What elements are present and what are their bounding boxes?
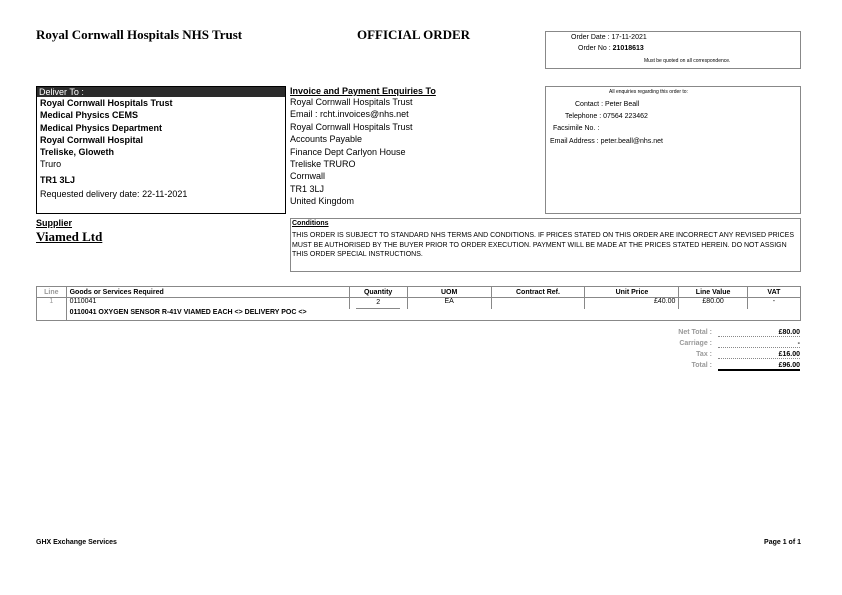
deliver-line: Medical Physics CEMS bbox=[40, 110, 139, 121]
column-header: Contract Ref. bbox=[491, 287, 585, 298]
conditions-heading: Conditions bbox=[292, 220, 329, 227]
carriage-value: - bbox=[718, 340, 800, 348]
document-title: OFFICIAL ORDER bbox=[357, 27, 471, 42]
deliver-to-heading: Deliver To : bbox=[37, 87, 285, 97]
order-date-row bbox=[571, 34, 647, 41]
invoice-section bbox=[290, 86, 545, 214]
invoice-line: Royal Cornwall Hospitals Trust bbox=[290, 97, 413, 107]
column-header: Quantity bbox=[349, 287, 407, 298]
deliver-line: Medical Physics Department bbox=[40, 122, 163, 133]
deliver-line: Royal Cornwall Hospitals Trust bbox=[40, 98, 173, 108]
item-vat: - bbox=[747, 298, 800, 310]
total-label: Total : bbox=[691, 362, 712, 369]
conditions-text: THIS ORDER IS SUBJECT TO STANDARD NHS TERMS AND CONDITIONS. IF PRICES STATED ON THIS ORDER ARE INCORRECT ANY REVISED PRICES MUST BE AUTHORISED BY THE BUYER PRIOR TO ORDER EXECUTION. PAYMENT WILL BE MADE AT THE PRICES STATED HEREIN. DO NOT ASSIGN THIS ORDER SPECIAL INSTRUCTIONS. bbox=[292, 232, 795, 258]
footer-service-name: GHX Exchange Services bbox=[36, 539, 117, 546]
order-info-box bbox=[545, 31, 801, 69]
order-number-label: Order No : bbox=[578, 45, 611, 52]
column-header: VAT bbox=[747, 287, 800, 298]
column-header: Unit Price bbox=[585, 287, 679, 298]
invoice-line: United Kingdom bbox=[290, 196, 355, 207]
item-line-value: £80.00 bbox=[679, 298, 747, 310]
invoice-line: Finance Dept Carlyon House bbox=[290, 146, 406, 157]
email-label: Email Address : bbox=[550, 138, 599, 145]
contact-label: Contact : bbox=[575, 101, 604, 108]
requested-delivery-date: Requested delivery date: 22-11-2021 bbox=[40, 189, 188, 199]
deliver-line: Royal Cornwall Hospital bbox=[40, 134, 144, 145]
item-quantity bbox=[349, 298, 407, 310]
net-total-label: Net Total : bbox=[678, 329, 712, 336]
supplier-label: Supplier bbox=[36, 218, 73, 228]
quantity-value: 2 bbox=[356, 298, 400, 309]
fax-row bbox=[553, 125, 599, 132]
order-date-value: 17-11-2021 bbox=[611, 34, 647, 41]
invoice-line: TR1 3LJ bbox=[290, 183, 325, 194]
item-unit-price: £40.00 bbox=[585, 298, 679, 310]
deliver-line: TR1 3LJ bbox=[40, 174, 76, 185]
table-header-row bbox=[37, 287, 801, 298]
supplier-name: Viamed Ltd bbox=[36, 229, 103, 244]
invoice-line: Email : rcht.invoices@nhs.net bbox=[290, 109, 409, 120]
table-row-description bbox=[37, 309, 801, 321]
invoice-heading: Invoice and Payment Enquiries To bbox=[290, 86, 436, 96]
fax-label: Facsimile No. : bbox=[553, 125, 600, 132]
item-contract-ref bbox=[491, 298, 585, 310]
invoice-address bbox=[290, 96, 545, 208]
deliver-line: Treliske, Gloweth bbox=[40, 147, 115, 158]
contact-row bbox=[575, 101, 639, 108]
page-number: Page 1 of 1 bbox=[764, 539, 801, 546]
invoice-line: Cornwall bbox=[290, 171, 326, 182]
enquiries-heading: All enquiries regarding this order to: bbox=[609, 89, 688, 95]
item-uom: EA bbox=[407, 298, 491, 310]
order-number-note: Must be quoted on all correspondence. bbox=[644, 58, 731, 64]
invoice-line: Treliske TRURO bbox=[290, 159, 356, 170]
tax-label: Tax : bbox=[696, 351, 712, 358]
column-header: UOM bbox=[407, 287, 491, 298]
tax-value: £16.00 bbox=[718, 351, 800, 359]
item-code: 0110041 bbox=[66, 298, 349, 310]
conditions-box bbox=[290, 218, 801, 272]
deliver-line: Truro bbox=[40, 159, 62, 170]
email-value: peter.beall@nhs.net bbox=[600, 138, 663, 145]
deliver-address bbox=[40, 97, 173, 186]
net-total-value: £80.00 bbox=[718, 329, 800, 337]
order-number-value: 21018613 bbox=[612, 45, 644, 52]
order-number-row bbox=[578, 45, 644, 52]
item-description: 0110041 OXYGEN SENSOR R-41V VIAMED EACH <> DELIVERY POC <> bbox=[66, 309, 800, 321]
invoice-line: Accounts Payable bbox=[290, 134, 363, 145]
email-row bbox=[550, 138, 663, 145]
deliver-to-box bbox=[36, 86, 286, 214]
order-date-label: Order Date : bbox=[571, 34, 610, 41]
telephone-row bbox=[565, 113, 648, 120]
column-header: Line bbox=[37, 287, 67, 298]
contact-value: Peter Beall bbox=[604, 101, 640, 108]
table-row bbox=[37, 298, 801, 310]
line-number: 1 bbox=[37, 298, 67, 310]
order-lines-table bbox=[36, 286, 801, 321]
column-header: Goods or Services Required bbox=[66, 287, 349, 298]
carriage-label: Carriage : bbox=[679, 340, 712, 347]
enquiries-box bbox=[545, 86, 801, 214]
total-value: £96.00 bbox=[718, 362, 800, 371]
telephone-value: 07564 223462 bbox=[603, 113, 648, 120]
empty-cell bbox=[37, 309, 67, 321]
invoice-line: Royal Cornwall Hospitals Trust bbox=[290, 121, 413, 132]
column-header: Line Value bbox=[679, 287, 747, 298]
telephone-label: Telephone : bbox=[565, 113, 602, 120]
trust-name: Royal Cornwall Hospitals NHS Trust bbox=[36, 27, 243, 42]
